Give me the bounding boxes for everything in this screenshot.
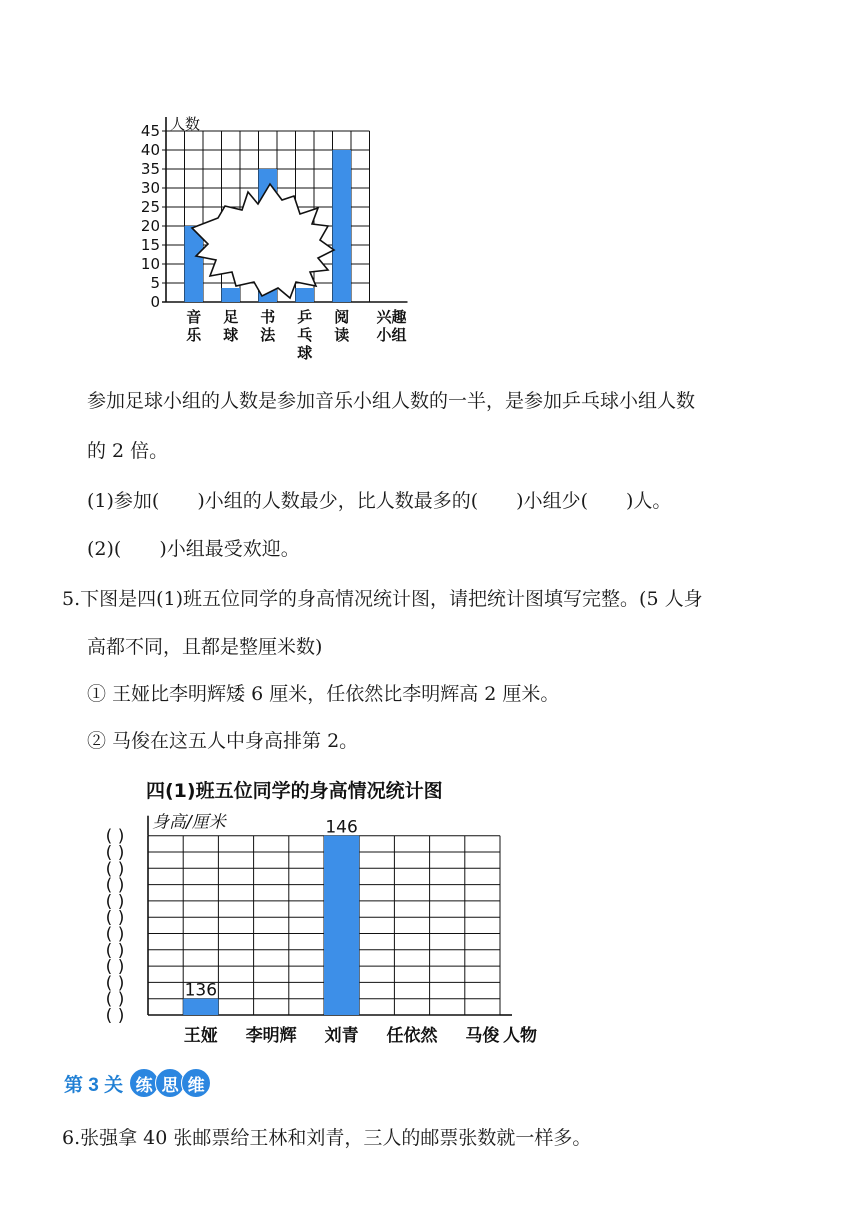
chart1-tick-label: 5 [150, 274, 160, 292]
chart1-xlabel: 兴趣 [376, 308, 407, 326]
chart2-title: 四(1)班五位同学的身高情况统计图 [146, 780, 443, 802]
chart2-category-label: 刘青 [324, 1026, 359, 1046]
chart1-tick-label: 40 [140, 141, 160, 159]
chart1-bar-partial [222, 288, 241, 302]
problem-5-line-2: 高都不同，且都是整厘米数) [87, 636, 323, 658]
chart2-bar-value-label: 136 [184, 980, 218, 1001]
chart2-category-label: 李明辉 [245, 1026, 297, 1046]
chart2-tick-placeholder: ( ) [105, 891, 125, 912]
chart2-tick-placeholder: ( ) [105, 957, 125, 978]
chart2-tick-placeholder: ( ) [105, 843, 125, 863]
chart1-category-label: 乒 [297, 308, 313, 326]
chart2-category-label: 马俊 [465, 1026, 500, 1046]
chart1-tick-label: 30 [140, 179, 160, 197]
chart1-xlabel: 小组 [376, 326, 407, 344]
chart1-category-label: 乐 [186, 326, 202, 344]
section-badge [129, 1068, 207, 1098]
chart1-category-label: 球 [297, 344, 313, 360]
section-badge-char: 练 [129, 1068, 159, 1098]
chart1-tick-label: 10 [140, 255, 160, 273]
chart2-category-label: 王娅 [183, 1026, 218, 1046]
chart2-tick-placeholder: ( ) [105, 940, 125, 961]
torn-paper-blot [192, 184, 334, 298]
chart1-bar [333, 150, 352, 302]
chart2-tick-placeholder: ( ) [105, 859, 125, 880]
chart1-tick-label: 0 [150, 293, 160, 311]
condition-2: ② 马俊在这五人中身高排第 2。 [87, 730, 359, 752]
paragraph-line-1: 参加足球小组的人数是参加音乐小组人数的一半，是参加乒乓球小组人数 [87, 390, 696, 412]
chart1-bar [185, 226, 204, 302]
chart1-ylabel: 人数 [170, 115, 201, 133]
paragraph-line-2: 的 2 倍。 [87, 440, 169, 462]
chart1-tick-label: 15 [140, 236, 160, 254]
chart1-tick-label: 45 [140, 122, 160, 140]
chart2-tick-placeholder: ( ) [105, 875, 125, 896]
chart2-bar [183, 999, 218, 1015]
chart1-category-label: 阅 [334, 308, 350, 326]
chart1-category-label: 读 [334, 326, 350, 344]
chart2-bar-value-label: 146 [325, 817, 358, 838]
chart1-category-label: 音 [186, 308, 202, 326]
chart2-category-label: 任依然 [386, 1026, 438, 1046]
chart2-bar [324, 836, 359, 1015]
chart1-tick-label: 25 [140, 198, 160, 216]
section-badge-char: 维 [181, 1068, 211, 1098]
question-1: (1)参加( )小组的人数最少，比人数最多的( )小组少( )人。 [87, 490, 672, 512]
chart2-labels [106, 813, 537, 1046]
height-bar-chart [90, 775, 550, 1050]
chart1-category-label: 球 [223, 326, 239, 344]
chart1-category-label: 足 [223, 308, 239, 326]
chart1-tick-label: 35 [140, 160, 160, 178]
chart2-tick-placeholder: ( ) [105, 989, 125, 1010]
chart1-category-label: 书 [260, 308, 276, 326]
problem-5-line-1: 5.下图是四(1)班五位同学的身高情况统计图，请把统计图填写完整。(5 人身 [62, 588, 703, 610]
chart2-xlabel: 人物 [503, 1026, 537, 1046]
chart2-tick-placeholder: ( ) [105, 1006, 125, 1026]
question-2: (2)( )小组最受欢迎。 [87, 538, 300, 560]
chart2-ylabel: 身高/厘米 [152, 812, 226, 833]
chart2-tick-placeholder: ( ) [105, 826, 125, 847]
chart2-tick-placeholder: ( ) [105, 908, 125, 929]
section-badge-char: 思 [155, 1068, 185, 1098]
chart1-category-label: 法 [260, 326, 276, 344]
chart1-tick-label: 20 [140, 217, 160, 235]
condition-1: ① 王娅比李明辉矮 6 厘米，任依然比李明辉高 2 厘米。 [87, 683, 560, 705]
section-header [64, 1068, 207, 1098]
chart1-bar-partial [296, 288, 315, 302]
chart2-tick-placeholder: ( ) [105, 973, 125, 994]
problem-6: 6.张强拿 40 张邮票给王林和刘青，三人的邮票张数就一样多。 [62, 1127, 592, 1149]
chart2-tick-placeholder: ( ) [105, 924, 125, 945]
interest-group-bar-chart [130, 100, 440, 360]
chart1-category-label: 乓 [297, 326, 313, 344]
section-prefix: 第 3 关 [64, 1074, 124, 1096]
